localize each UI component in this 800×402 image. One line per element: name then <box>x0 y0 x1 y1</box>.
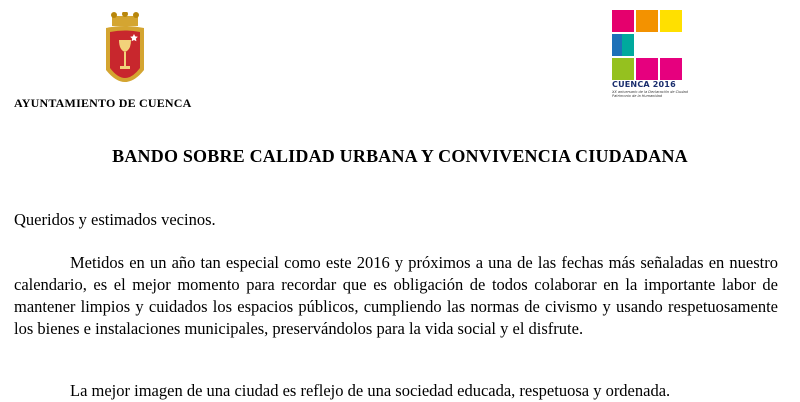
document-title: BANDO SOBRE CALIDAD URBANA Y CONVIVENCIA CIUDADANA <box>112 146 688 166</box>
coat-of-arms-icon <box>100 12 150 94</box>
chalice-foot <box>120 66 130 69</box>
cuenca-2016-mosaic-icon <box>612 10 682 80</box>
cuenca-2016-caption: XX aniversario de la Declaración de Ciudad Patrimonio de la Humanidad <box>612 90 688 98</box>
crown-jewel-left <box>111 12 117 18</box>
greeting: Queridos y estimados vecinos. <box>14 210 216 229</box>
crown-jewel-right <box>133 12 139 18</box>
cuenca-2016-wordmark: CUENCA 2016 <box>612 80 676 89</box>
paragraph-1: Metidos en un año tan especial como este 2016 y próximos a una de las fechas más señaladas en nuestro calendario, es el mejor momento para recordar que es obligación de todos colaborar en la importante labor de mantener limpios y cuidados los espacios públicos, cumpliendo las normas de civismo y usando respetuosamente los bienes e instalaciones municipales, preservándolos para la vida social y el disfrute. <box>14 253 778 338</box>
cuenca-2016-logo <box>612 10 692 100</box>
ayuntamiento-label: AYUNTAMIENTO DE CUENCA <box>14 96 192 110</box>
crown-base <box>112 16 138 26</box>
paragraph-2: La mejor imagen de una ciudad es reflejo de una sociedad educada, respetuosa y ordenada. <box>70 381 671 400</box>
chalice-stem <box>124 52 126 66</box>
